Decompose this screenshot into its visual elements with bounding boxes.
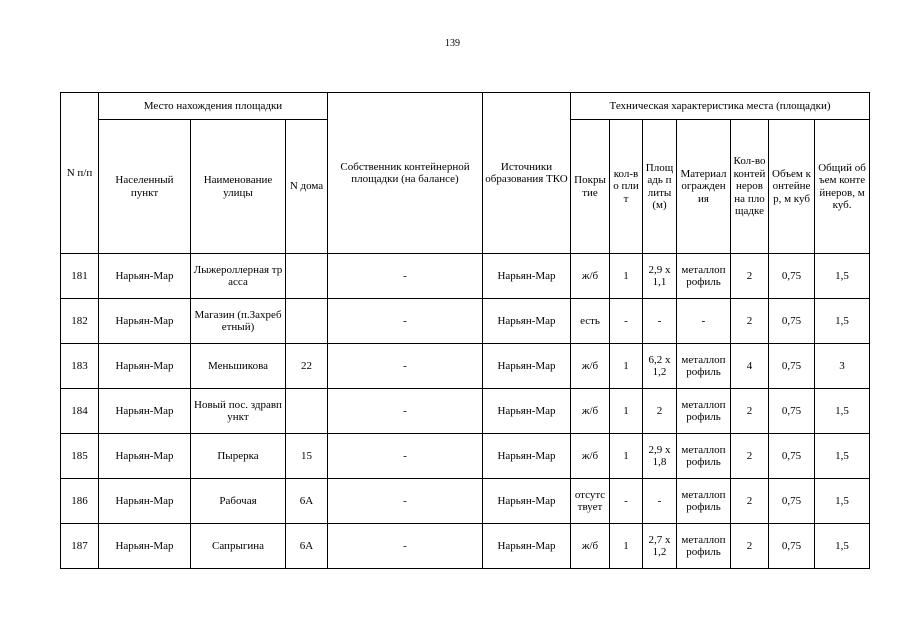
- cell-fence: металлопрофиль: [677, 389, 731, 434]
- cell-total: 3: [815, 344, 870, 389]
- header-settlement: Населенный пункт: [99, 120, 191, 254]
- cell-settlement: Нарьян-Мар: [99, 524, 191, 569]
- cell-owner: -: [328, 299, 483, 344]
- cell-owner: -: [328, 389, 483, 434]
- cell-house: [286, 389, 328, 434]
- header-volume: Объем контейнер, м куб: [769, 120, 815, 254]
- cell-volume: 0,75: [769, 344, 815, 389]
- cell-settlement: Нарьян-Мар: [99, 434, 191, 479]
- cell-area: 2,7 х 1,2: [643, 524, 677, 569]
- cell-source: Нарьян-Мар: [483, 299, 571, 344]
- cell-street: Новый пос. здравпункт: [191, 389, 286, 434]
- cell-num: 187: [61, 524, 99, 569]
- cell-cover: отсутствует: [571, 479, 610, 524]
- cell-num: 185: [61, 434, 99, 479]
- cell-area: -: [643, 299, 677, 344]
- cell-street: Магазин (п.Захребетный): [191, 299, 286, 344]
- cell-house: 15: [286, 434, 328, 479]
- cell-containers: 2: [731, 524, 769, 569]
- cell-source: Нарьян-Мар: [483, 254, 571, 299]
- header-slab-count: кол-во плит: [610, 120, 643, 254]
- cell-num: 186: [61, 479, 99, 524]
- cell-street: Рабочая: [191, 479, 286, 524]
- cell-cover: есть: [571, 299, 610, 344]
- cell-num: 183: [61, 344, 99, 389]
- cell-fence: металлопрофиль: [677, 524, 731, 569]
- cell-settlement: Нарьян-Мар: [99, 299, 191, 344]
- table-row: [61, 479, 870, 524]
- cell-num: 184: [61, 389, 99, 434]
- cell-street: Сапрыгина: [191, 524, 286, 569]
- cell-source: Нарьян-Мар: [483, 344, 571, 389]
- cell-volume: 0,75: [769, 299, 815, 344]
- cell-source: Нарьян-Мар: [483, 389, 571, 434]
- cell-volume: 0,75: [769, 254, 815, 299]
- cell-owner: -: [328, 344, 483, 389]
- header-cover: Покрытие: [571, 120, 610, 254]
- header-sources: Источники образования ТКО: [483, 93, 571, 254]
- header-house: N дома: [286, 120, 328, 254]
- cell-house: [286, 254, 328, 299]
- cell-num: 182: [61, 299, 99, 344]
- cell-cover: ж/б: [571, 389, 610, 434]
- cell-house: 22: [286, 344, 328, 389]
- cell-cover: ж/б: [571, 344, 610, 389]
- header-containers: Кол-во контейнеров на площадке: [731, 120, 769, 254]
- cell-source: Нарьян-Мар: [483, 479, 571, 524]
- cell-slabs: 1: [610, 434, 643, 479]
- cell-num: 181: [61, 254, 99, 299]
- cell-area: 2: [643, 389, 677, 434]
- cell-total: 1,5: [815, 299, 870, 344]
- cell-cover: ж/б: [571, 254, 610, 299]
- header-street: Наименование улицы: [191, 120, 286, 254]
- cell-fence: металлопрофиль: [677, 344, 731, 389]
- header-total-volume: Общий объем контейнеров, м куб.: [815, 120, 870, 254]
- cell-slabs: 1: [610, 254, 643, 299]
- cell-slabs: 1: [610, 344, 643, 389]
- cell-total: 1,5: [815, 524, 870, 569]
- cell-fence: металлопрофиль: [677, 479, 731, 524]
- cell-containers: 2: [731, 479, 769, 524]
- table-row: [61, 254, 870, 299]
- cell-source: Нарьян-Мар: [483, 434, 571, 479]
- cell-total: 1,5: [815, 479, 870, 524]
- cell-fence: -: [677, 299, 731, 344]
- header-location-group: Место нахождения площадки: [99, 93, 328, 120]
- cell-settlement: Нарьян-Мар: [99, 254, 191, 299]
- cell-settlement: Нарьян-Мар: [99, 344, 191, 389]
- cell-total: 1,5: [815, 389, 870, 434]
- cell-volume: 0,75: [769, 479, 815, 524]
- cell-street: Пырерка: [191, 434, 286, 479]
- cell-owner: -: [328, 434, 483, 479]
- cell-owner: -: [328, 479, 483, 524]
- cell-slabs: -: [610, 479, 643, 524]
- table-row: [61, 524, 870, 569]
- cell-house: 6А: [286, 524, 328, 569]
- header-num: N п/п: [61, 93, 99, 254]
- cell-total: 1,5: [815, 254, 870, 299]
- cell-slabs: -: [610, 299, 643, 344]
- cell-house: [286, 299, 328, 344]
- cell-street: Лыжероллерная трасса: [191, 254, 286, 299]
- cell-settlement: Нарьян-Мар: [99, 479, 191, 524]
- cell-volume: 0,75: [769, 389, 815, 434]
- cell-area: 2,9 х 1,8: [643, 434, 677, 479]
- table-row: [61, 299, 870, 344]
- header-tech-group: Техническая характеристика места (площадки): [571, 93, 870, 120]
- cell-owner: -: [328, 254, 483, 299]
- page-number: 139: [445, 38, 460, 49]
- header-fence: Материал ограждения: [677, 120, 731, 254]
- table-row: [61, 389, 870, 434]
- cell-street: Меньшикова: [191, 344, 286, 389]
- cell-house: 6А: [286, 479, 328, 524]
- cell-slabs: 1: [610, 524, 643, 569]
- cell-containers: 2: [731, 434, 769, 479]
- cell-volume: 0,75: [769, 524, 815, 569]
- cell-cover: ж/б: [571, 524, 610, 569]
- cell-containers: 2: [731, 389, 769, 434]
- cell-area: 2,9 х 1,1: [643, 254, 677, 299]
- cell-containers: 2: [731, 254, 769, 299]
- table-row: [61, 344, 870, 389]
- cell-fence: металлопрофиль: [677, 254, 731, 299]
- cell-slabs: 1: [610, 389, 643, 434]
- cell-fence: металлопрофиль: [677, 434, 731, 479]
- cell-area: 6,2 х 1,2: [643, 344, 677, 389]
- cell-cover: ж/б: [571, 434, 610, 479]
- cell-source: Нарьян-Мар: [483, 524, 571, 569]
- container-sites-table: [60, 92, 870, 569]
- cell-containers: 2: [731, 299, 769, 344]
- cell-containers: 4: [731, 344, 769, 389]
- cell-total: 1,5: [815, 434, 870, 479]
- header-owner: Собственник контейнерной площадки (на балансе): [328, 93, 483, 254]
- cell-owner: -: [328, 524, 483, 569]
- table-row: [61, 434, 870, 479]
- cell-settlement: Нарьян-Мар: [99, 389, 191, 434]
- header-slab-area: Площадь плиты (м): [643, 120, 677, 254]
- cell-area: -: [643, 479, 677, 524]
- cell-volume: 0,75: [769, 434, 815, 479]
